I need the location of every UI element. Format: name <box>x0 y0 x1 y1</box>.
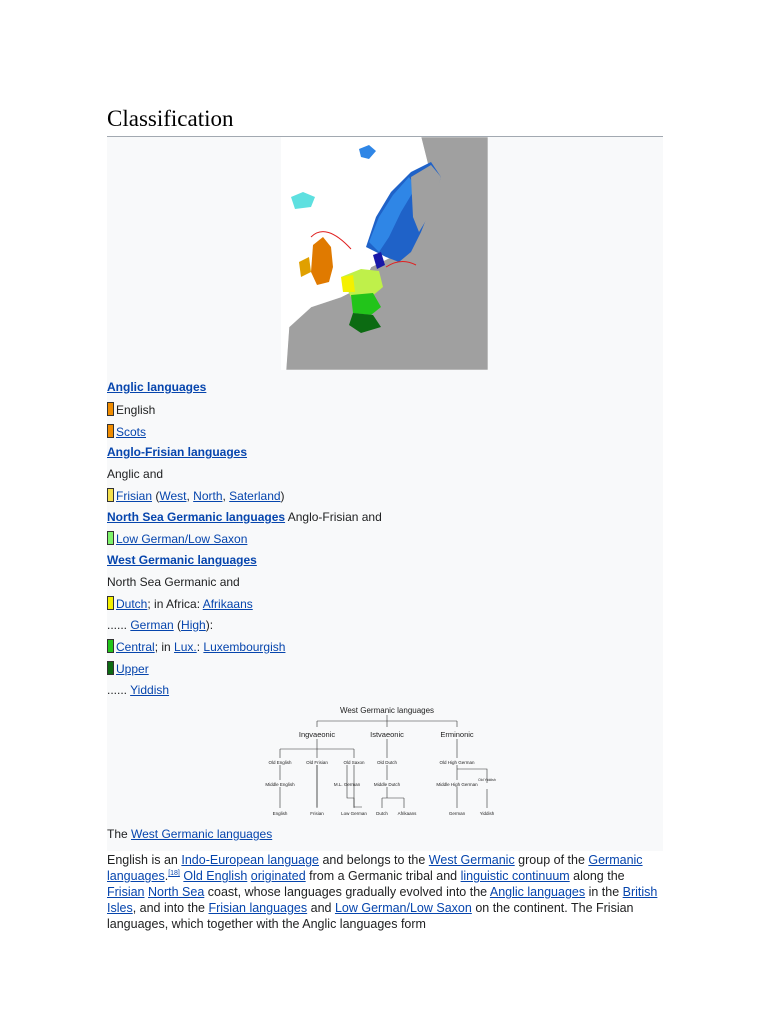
tree-node: Middle Dutch <box>373 782 401 787</box>
legend-text: ; in <box>154 640 175 654</box>
tree-node: Old High German <box>439 760 475 765</box>
swatch-orange <box>107 402 114 416</box>
link-anglic-languages-para[interactable]: Anglic languages <box>489 885 586 899</box>
swatch-green <box>107 639 114 653</box>
link-old-english[interactable]: Old English <box>183 869 248 883</box>
tree-node: Old Frisian <box>306 760 328 765</box>
citation-link[interactable]: [18] <box>168 869 180 877</box>
legend-item-low-german <box>107 531 247 547</box>
legend-text: : <box>209 618 214 632</box>
text: in the <box>585 885 623 899</box>
link-west-germanic-group[interactable]: West Germanic <box>428 853 515 867</box>
text: coast, whose languages gradually evolved into the <box>204 885 490 899</box>
link-luxembourgish[interactable]: Luxembourgish <box>203 640 286 654</box>
legend-item-scots <box>107 424 146 440</box>
text: , and into the <box>132 901 209 915</box>
link-originated[interactable]: originated <box>250 869 306 883</box>
link-high[interactable]: High <box>181 618 206 632</box>
link-north-sea-germanic[interactable]: North Sea Germanic languages <box>107 510 286 524</box>
link-north-sea[interactable]: North Sea <box>148 885 205 899</box>
infobox <box>107 137 663 851</box>
text: and belongs to the <box>318 853 429 867</box>
text: on the continent. The Frisian languages, which together with the Anglic languages form <box>107 901 634 931</box>
legend-item-english <box>107 402 155 418</box>
link-saterland[interactable]: Saterland <box>229 489 281 503</box>
link-upper[interactable]: Upper <box>116 662 149 676</box>
swatch-light-green <box>107 531 114 545</box>
link-linguistic-continuum[interactable]: linguistic continuum <box>460 869 570 883</box>
legend-text: ...... <box>107 683 131 697</box>
legend-item-frisian: Frisian (West, North, Saterland) <box>107 488 285 504</box>
legend-item-dutch <box>107 596 253 612</box>
link-germanic-languages[interactable]: Germanic languages <box>107 853 643 883</box>
legend-item-central <box>107 639 285 655</box>
link-west[interactable]: West <box>159 489 187 503</box>
legend-item-anglic-and <box>107 467 163 482</box>
link-lux[interactable]: Lux. <box>174 640 197 654</box>
legend-text: North Sea Germanic and <box>107 575 240 589</box>
swatch-orange <box>107 424 114 438</box>
west-germanic-tree-diagram[interactable] <box>262 703 512 823</box>
link-caption-west-germanic[interactable]: West Germanic languages <box>131 827 273 841</box>
legend-text: ; in Africa: <box>147 597 203 611</box>
tree-node: M.L. German <box>333 782 361 787</box>
caption-text: The <box>107 827 132 841</box>
swatch-dark-green <box>107 661 114 675</box>
infobox-caption <box>107 827 272 842</box>
text: and <box>307 901 335 915</box>
link-central[interactable]: Central <box>116 640 155 654</box>
tree-branch-erminonic: Erminonic <box>440 730 474 739</box>
legend-text: English <box>116 403 156 417</box>
link-frisian[interactable]: Frisian <box>116 489 153 503</box>
link-afrikaans[interactable]: Afrikaans <box>202 597 253 611</box>
link-yiddish[interactable]: Yiddish <box>130 683 170 697</box>
legend-item-north-sea <box>107 510 382 525</box>
legend-item-west-germanic <box>107 553 257 568</box>
link-british-isles[interactable]: British Isles <box>107 885 658 915</box>
tree-branch-istvaeonic: Istvaeonic <box>370 730 404 739</box>
link-frisian-languages[interactable]: Frisian languages <box>208 901 308 915</box>
legend-item-anglo-frisian <box>107 445 247 460</box>
legend-text: Anglic and <box>107 467 164 481</box>
germanic-languages-map[interactable] <box>281 137 488 370</box>
tree-node: Old English <box>268 760 292 765</box>
text: English is an <box>107 853 182 867</box>
text: from a Germanic tribal and <box>305 869 461 883</box>
link-dutch[interactable]: Dutch <box>116 597 148 611</box>
legend-text: ...... <box>107 618 131 632</box>
legend-item-german: ...... German (High): <box>107 618 214 632</box>
link-anglic-languages[interactable]: Anglic languages <box>107 380 207 394</box>
link-anglo-frisian[interactable]: Anglo-Frisian languages <box>107 445 248 459</box>
tree-node: Middle High German <box>436 782 478 787</box>
link-low-german-saxon[interactable]: Low German/Low Saxon <box>334 901 472 915</box>
legend-item-yiddish <box>107 683 169 698</box>
legend-item-nsg-and <box>107 575 240 590</box>
link-low-german[interactable]: Low German/Low Saxon <box>116 532 248 546</box>
tree-node: Old Saxon <box>343 760 365 765</box>
tree-node: Old Yiddish <box>478 778 496 782</box>
tree-leaf: Afrikaans <box>397 811 417 816</box>
tree-node: Old Dutch <box>376 760 398 765</box>
tree-branch-ingvaeonic: Ingvaeonic <box>298 730 336 739</box>
link-scots[interactable]: Scots <box>116 425 147 439</box>
link-german[interactable]: German <box>130 618 174 632</box>
swatch-yellow <box>107 488 114 502</box>
tree-leaf: English <box>272 811 288 816</box>
body-paragraph: English is an Indo-European language and belongs to the West Germanic group of the Germanic languages.[18] Old English originated from a Germanic tribal and linguistic continuum along the Frisian North Sea coast, whose languages gradually evolved into the Anglic languages in the British Isles, and into the Frisian languages and Low German/Low Saxon on the continent. The Frisian languages, which together with the Anglic languages form <box>107 853 658 931</box>
legend-text: Anglo-Frisian and <box>285 510 382 524</box>
tree-root: West Germanic languages <box>339 706 435 715</box>
link-indo-european[interactable]: Indo-European language <box>181 853 319 867</box>
link-frisian-coast[interactable]: Frisian <box>107 885 145 899</box>
section-heading: Classification <box>107 104 663 137</box>
tree-leaf: Low German <box>341 811 367 816</box>
link-west-germanic[interactable]: West Germanic languages <box>107 553 257 567</box>
tree-leaf: Dutch <box>376 811 388 816</box>
legend-text: : <box>196 640 204 654</box>
tree-leaf: Frisian <box>310 811 324 816</box>
text: along the <box>569 869 625 883</box>
tree-leaf: German <box>448 811 466 816</box>
tree-leaf: Yiddish <box>479 811 495 816</box>
swatch-yellow <box>107 596 114 610</box>
legend-item-upper <box>107 661 149 677</box>
link-north[interactable]: North <box>193 489 223 503</box>
tree-node: Middle English <box>265 782 295 787</box>
legend-item-anglic <box>107 380 206 395</box>
text: group of the <box>514 853 589 867</box>
